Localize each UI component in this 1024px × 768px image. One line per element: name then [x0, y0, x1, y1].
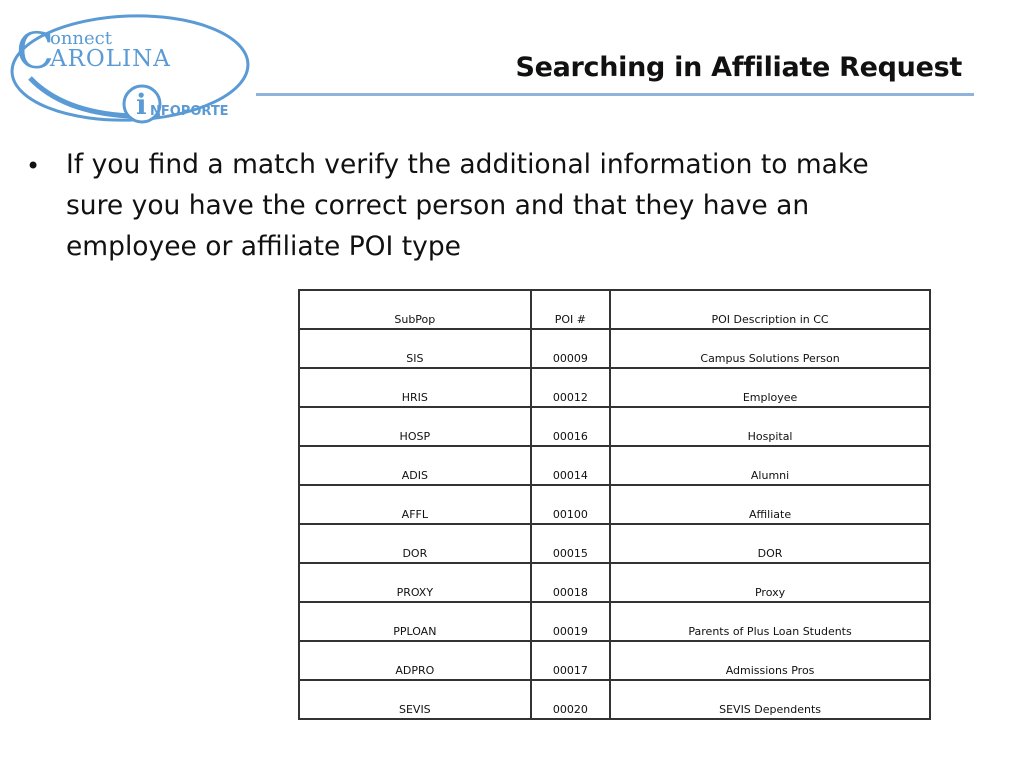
cell-poi-number: 00017	[531, 641, 610, 680]
table-row	[299, 407, 930, 446]
logo-arolina: AROLINA	[50, 46, 171, 72]
table-row	[299, 329, 930, 368]
logo-infoporte: NFOPORTE	[150, 104, 229, 119]
table-header-row	[299, 290, 930, 329]
table-row	[299, 563, 930, 602]
cell-subpop: AFFL	[299, 485, 531, 524]
header-subpop: SubPop	[299, 290, 531, 329]
header-poi-number: POI #	[531, 290, 610, 329]
bullet-dot-icon: •	[26, 152, 41, 180]
cell-poi-number: 00100	[531, 485, 610, 524]
cell-poi-number: 00016	[531, 407, 610, 446]
table-row	[299, 602, 930, 641]
cell-subpop: PROXY	[299, 563, 531, 602]
cell-poi-number: 00009	[531, 329, 610, 368]
cell-poi-number: 00014	[531, 446, 610, 485]
cell-poi-description: DOR	[610, 524, 930, 563]
cell-poi-description: Alumni	[610, 446, 930, 485]
cell-poi-number: 00018	[531, 563, 610, 602]
cell-poi-description: Parents of Plus Loan Students	[610, 602, 930, 641]
cell-poi-description: SEVIS Dependents	[610, 680, 930, 719]
cell-subpop: ADPRO	[299, 641, 531, 680]
table-row	[299, 368, 930, 407]
logo-big-c: C	[16, 22, 55, 80]
table-row	[299, 524, 930, 563]
cell-subpop: SEVIS	[299, 680, 531, 719]
logo-onnect: onnect	[50, 28, 112, 49]
cell-poi-number: 00015	[531, 524, 610, 563]
page-title: Searching in Affiliate Request	[515, 52, 962, 83]
table-row	[299, 641, 930, 680]
poi-table	[298, 289, 931, 720]
cell-subpop: HOSP	[299, 407, 531, 446]
cell-subpop: ADIS	[299, 446, 531, 485]
cell-subpop: HRIS	[299, 368, 531, 407]
table-row	[299, 680, 930, 719]
cell-subpop: PPLOAN	[299, 602, 531, 641]
logo-info-i: i	[136, 88, 147, 121]
cell-subpop: DOR	[299, 524, 531, 563]
title-divider	[256, 93, 974, 96]
table-row	[299, 446, 930, 485]
cell-poi-description: Admissions Pros	[610, 641, 930, 680]
header-poi-description: POI Description in CC	[610, 290, 930, 329]
cell-poi-description: Employee	[610, 368, 930, 407]
cell-poi-number: 00012	[531, 368, 610, 407]
cell-subpop: SIS	[299, 329, 531, 368]
cell-poi-description: Campus Solutions Person	[610, 329, 930, 368]
bullet-text: If you find a match verify the additional information to make sure you have the correct person and that they have an employee or affiliate POI type	[66, 149, 869, 262]
cell-poi-number: 00019	[531, 602, 610, 641]
cell-poi-description: Proxy	[610, 563, 930, 602]
table-row	[299, 485, 930, 524]
cell-poi-number: 00020	[531, 680, 610, 719]
cell-poi-description: Affiliate	[610, 485, 930, 524]
connect-carolina-logo	[10, 8, 260, 133]
cell-poi-description: Hospital	[610, 407, 930, 446]
